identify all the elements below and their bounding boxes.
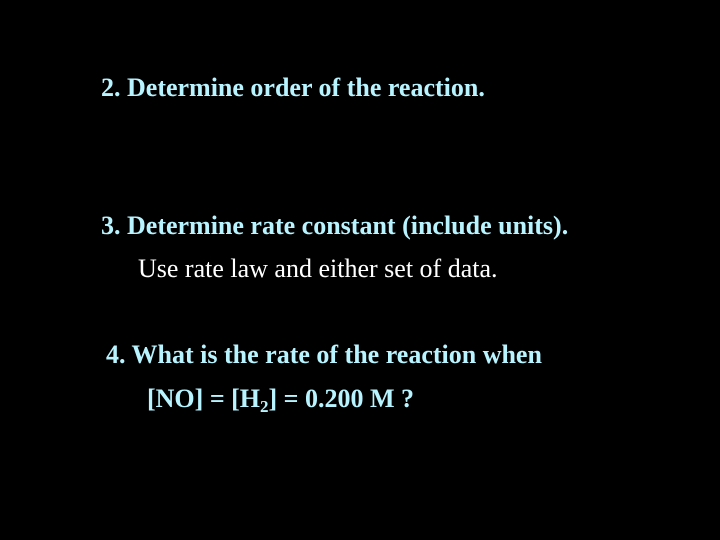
question-2-text: 2. Determine order of the reaction. (101, 73, 485, 102)
question-3-hint: Use rate law and either set of data. (138, 254, 498, 283)
question-3-text: 3. Determine rate constant (include units). (101, 211, 569, 240)
question-4-text: 4. What is the rate of the reaction when (106, 340, 542, 369)
equation-part-2: ] = 0.200 M ? (268, 384, 415, 413)
h2-subscript: 2 (260, 397, 269, 416)
equation-part-1: [NO] = [H (147, 384, 261, 413)
question-4-equation (147, 384, 415, 416)
